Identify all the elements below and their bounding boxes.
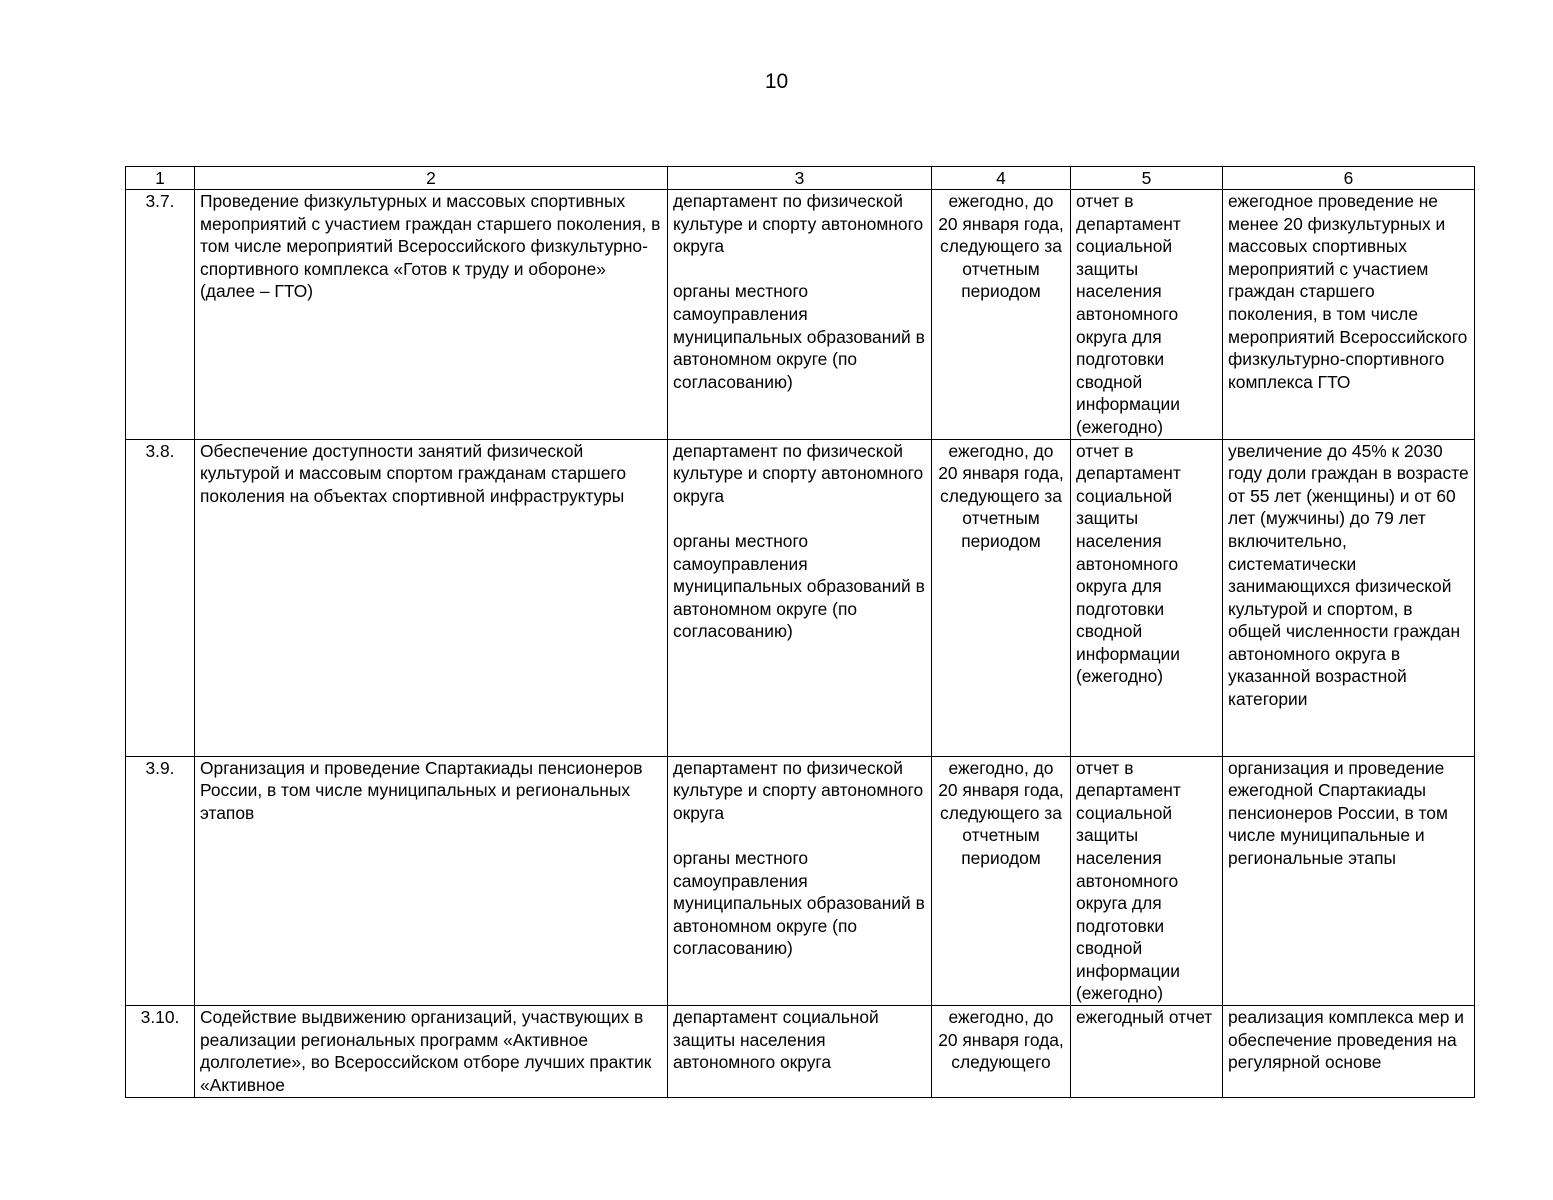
responsible-cell <box>668 1006 932 1098</box>
page-number: 10 <box>764 70 789 93</box>
responsible-primary: департамент по физической культуре и спорту автономного округа <box>673 757 924 823</box>
responsible-primary: департамент по физической культуре и спорту автономного округа <box>673 191 924 257</box>
table-row <box>126 1006 1475 1098</box>
report-form-cell: отчет в департамент социальной защиты населения автономного округа для подготовки сводной информации (ежегодно) <box>1071 439 1223 756</box>
term-cell: ежегодно, до 20 января года, следующего за отчетным периодом <box>932 756 1071 1006</box>
activity-cell: Организация и проведение Спартакиады пенсионеров России, в том числе муниципальных и региональных этапов <box>195 756 668 1006</box>
responsible-secondary: органы местного самоуправления муниципальных образований в автономном округе (по согласованию) <box>673 847 925 959</box>
action-plan-table <box>125 166 1475 1098</box>
activity-cell: Проведение физкультурных и массовых спортивных мероприятий с участием граждан старшего поколения, в том числе мероприятий Всероссийского физкультурно-спортивного комплекса «Готов к труду и обороне» (далее – ГТО) <box>195 190 668 440</box>
table-row <box>126 190 1475 440</box>
responsible-secondary: органы местного самоуправления муниципальных образований в автономном округе (по согласованию) <box>673 281 925 392</box>
column-header-1: 1 <box>126 167 195 190</box>
responsible-cell <box>668 190 932 440</box>
term-cell: ежегодно, до 20 января года, следующего за отчетным периодом <box>932 190 1071 440</box>
responsible-cell <box>668 439 932 756</box>
item-number: 3.8. <box>126 439 195 756</box>
result-cell: организация и проведение ежегодной Спартакиады пенсионеров России, в том числе муниципальные и региональные этапы <box>1223 756 1475 1006</box>
result-cell: увеличение до 45% к 2030 году доли граждан в возрасте от 55 лет (женщины) и от 60 лет (мужчины) до 79 лет включительно, систематически занимающихся физической культурой и спортом, в общей численности граждан автономного округа в указанной возрастной категории <box>1223 439 1475 756</box>
term-cell: ежегодно, до 20 января года, следующего за отчетным периодом <box>932 439 1071 756</box>
term-cell: ежегодно, до 20 января года, следующего <box>932 1006 1071 1098</box>
column-header-4: 4 <box>932 167 1071 190</box>
column-header-3: 3 <box>668 167 932 190</box>
column-header-2: 2 <box>195 167 668 190</box>
table-row <box>126 756 1475 1006</box>
responsible-primary: департамент социальной защиты населения автономного округа <box>673 1007 879 1073</box>
item-number: 3.9. <box>126 756 195 1006</box>
table-row <box>126 439 1475 756</box>
table-header-row <box>126 167 1475 190</box>
column-header-5: 5 <box>1071 167 1223 190</box>
report-form-cell: ежегодный отчет <box>1071 1006 1223 1098</box>
activity-cell: Обеспечение доступности занятий физической культурой и массовым спортом гражданам старшего поколения на объектах спортивной инфраструктуры <box>195 439 668 756</box>
column-header-6: 6 <box>1223 167 1475 190</box>
item-number: 3.10. <box>126 1006 195 1098</box>
responsible-cell <box>668 756 932 1006</box>
responsible-primary: департамент по физической культуре и спорту автономного округа <box>673 440 924 506</box>
item-number: 3.7. <box>126 190 195 440</box>
result-cell: ежегодное проведение не менее 20 физкультурных и массовых спортивных мероприятий с участием граждан старшего поколения, в том числе мероприятий Всероссийского физкультурно-спортивного комплекса ГТО <box>1223 190 1475 440</box>
report-form-cell: отчет в департамент социальной защиты населения автономного округа для подготовки сводной информации (ежегодно) <box>1071 756 1223 1006</box>
report-form-cell: отчет в департамент социальной защиты населения автономного округа для подготовки сводной информации (ежегодно) <box>1071 190 1223 440</box>
activity-cell: Содействие выдвижению организаций, участвующих в реализации региональных программ «Активное долголетие», во Всероссийском отборе лучших практик «Активное <box>195 1006 668 1098</box>
result-cell: реализация комплекса мер и обеспечение проведения на регулярной основе <box>1223 1006 1475 1098</box>
responsible-secondary: органы местного самоуправления муниципальных образований в автономном округе (по согласованию) <box>673 530 925 642</box>
